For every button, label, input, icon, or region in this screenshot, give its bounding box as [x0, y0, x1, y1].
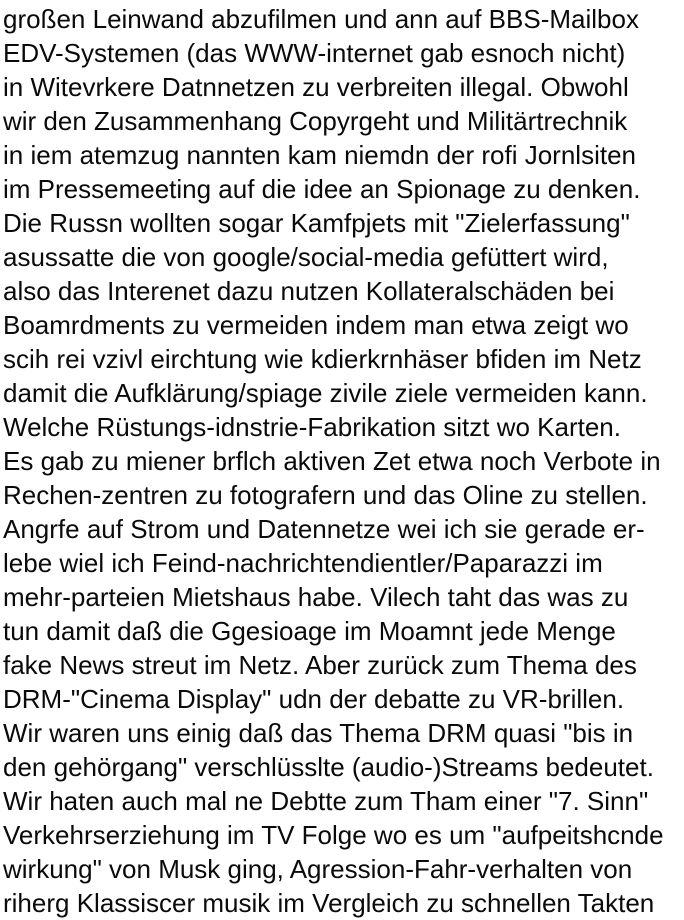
- text-line: damit die Aufklärung/spiage zivile ziele vermeiden kann.: [3, 378, 648, 408]
- text-line: riherg Klassiscer musik im Vergleich zu schnellen Takten: [3, 888, 655, 918]
- text-line: asussatte die von google/social-media gefüttert wird,: [3, 242, 609, 272]
- text-line: wir den Zusammenhang Copyrgeht und Militärtrechnik: [3, 106, 628, 136]
- text-line: lebe wiel ich Feind-nachrichtendientler/Paparazzi im: [3, 548, 603, 578]
- text-line: wirkung" von Musk ging, Agression-Fahr-verhalten von: [3, 854, 633, 884]
- text-line: Boamrdments zu vermeiden indem man etwa zeigt wo: [3, 310, 629, 340]
- text-line: Es gab zu miener brflch aktiven Zet etwa noch Verbote in: [3, 446, 661, 476]
- text-line: den gehörgang" verschlüsslte (audio-)Streams bedeutet.: [3, 752, 654, 782]
- text-line: großen Leinwand abzufilmen und ann auf BBS-Mailbox: [3, 4, 639, 34]
- text-line: EDV-Systemen (das WWW-internet gab esnoch nicht): [3, 38, 626, 68]
- text-line: im Pressemeeting auf die idee an Spionage zu denken.: [3, 174, 641, 204]
- text-line: scih rei vzivl eirchtung wie kdierkrnhäser bfiden im Netz: [3, 344, 642, 374]
- text-line: also das Interenet dazu nutzen Kollateralschäden bei: [3, 276, 615, 306]
- text-line: Wir waren uns einig daß das Thema DRM quasi "bis in: [3, 718, 634, 748]
- text-block: [3, 2, 682, 920]
- text-line: Angrfe auf Strom und Datennetze wei ich sie gerade er-: [3, 514, 645, 544]
- text-line: in Witevrkere Datnnetzen zu verbreiten illegal. Obwohl: [3, 72, 629, 102]
- text-line: Verkehrserziehung im TV Folge wo es um "aufpeitshcnde: [3, 820, 664, 850]
- text-line: fake News streut im Netz. Aber zurück zum Thema des: [3, 650, 637, 680]
- text-line: mehr-parteien Mietshaus habe. Vilech taht das was zu: [3, 582, 629, 612]
- text-line: tun damit daß die Ggesioage im Moamnt jede Menge: [3, 616, 616, 646]
- text-line: Rechen-zentren zu fotografern und das Oline zu stellen.: [3, 480, 648, 510]
- text-line: in iem atemzug nannten kam niemdn der rofi Jornlsiten: [3, 140, 636, 170]
- text-line: DRM-"Cinema Display" udn der debatte zu VR-brillen.: [3, 684, 625, 714]
- text-line: Die Russn wollten sogar Kamfpjets mit "Zielerfassung": [3, 208, 630, 238]
- text-line: Welche Rüstungs-idnstrie-Fabrikation sitzt wo Karten.: [3, 412, 621, 442]
- text-line: Wir haten auch mal ne Debtte zum Tham einer "7. Sinn": [3, 786, 649, 816]
